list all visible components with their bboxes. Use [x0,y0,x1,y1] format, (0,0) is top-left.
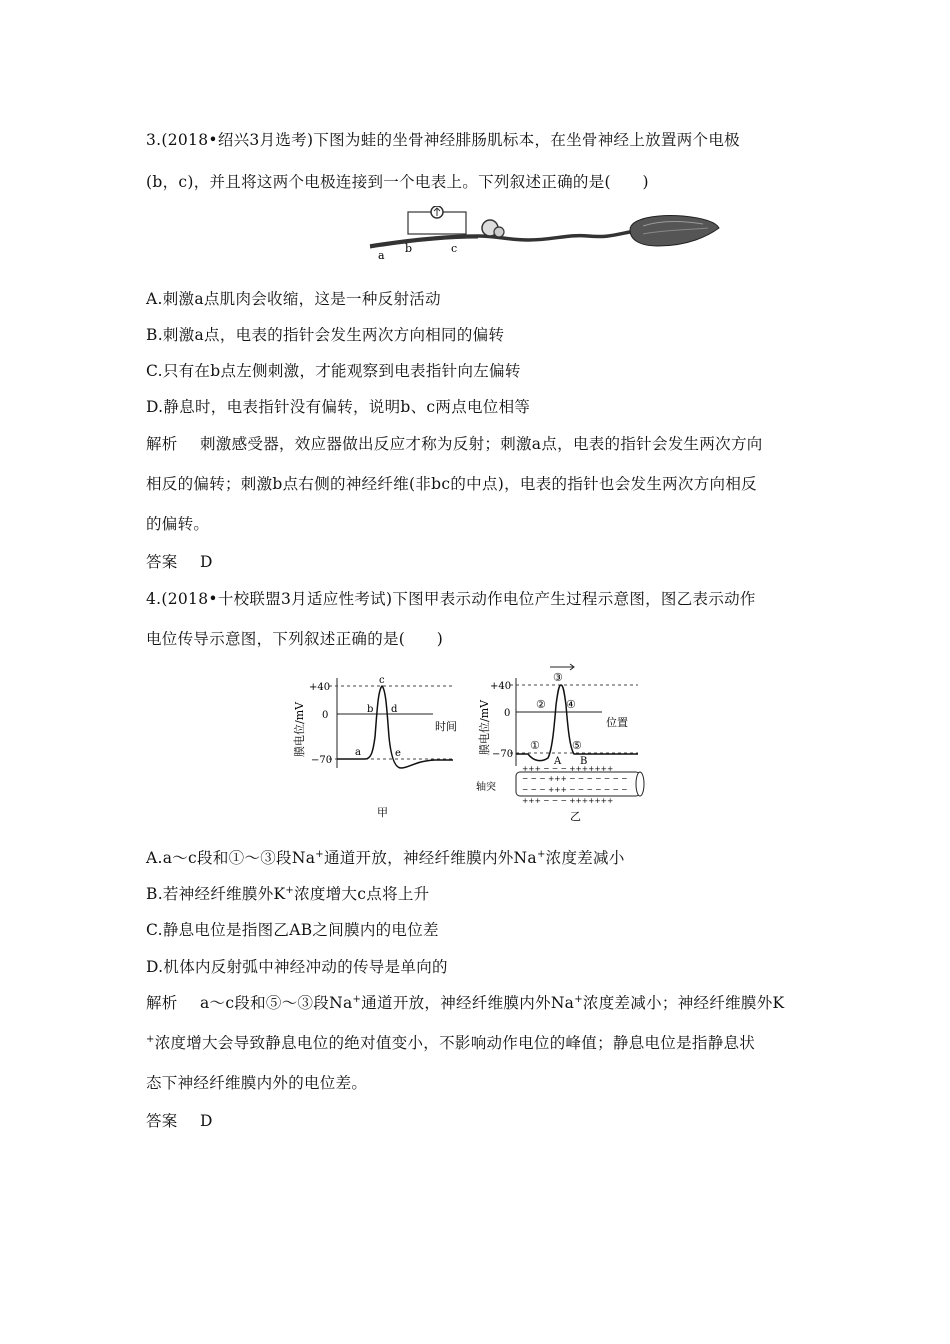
q3-analysis-line3: 的偏转。 [146,515,210,533]
yi-segment-4: ④ [566,698,576,711]
q3-stem-line1: 3.(2018•绍兴3月选考)下图为蛙的坐骨神经腓肠肌标本，在坐骨神经上放置两个电极 [146,131,740,149]
yi-segment-5: ⑤ [572,739,582,752]
q4-option-d: D.机体内反射弧中神经冲动的传导是单向的 [146,958,448,976]
q4-stem-line1: 4.(2018•十校联盟3月适应性考试)下图甲表示动作电位产生过程示意图，图乙表示动作 [146,590,756,608]
jia-point-b: b [367,704,374,715]
yi-point-B: B [580,756,588,767]
q3-answer-label: 答案 [146,553,178,571]
q3-answer-value: D [200,553,213,571]
figure-jia [285,672,465,822]
yi-segment-2: ② [536,698,546,711]
q3-option-a: A.刺激a点肌肉会收缩，这是一种反射活动 [146,290,441,308]
q4-answer [146,1109,213,1131]
label-c: c [451,242,458,255]
jia-point-c: c [379,675,385,686]
jia-ytick-40: +40 [309,682,331,693]
q4-answer-value: D [200,1112,213,1130]
jia-ylabel: 膜电位/mV [293,701,306,757]
q4-analysis-line1: 解析 a～c段和⑤～③段Na+通道开放，神经纤维膜内外Na+浓度差减小；神经纤维膜外K [146,991,784,1013]
q3-option-b: B.刺激a点，电表的指针会发生两次方向相同的偏转 [146,326,505,344]
q3-analysis-line1: 解析 刺激感受器，效应器做出反应才称为反射；刺激a点，电表的指针会发生两次方向 [146,432,763,454]
q3-answer [146,550,213,572]
jia-caption: 甲 [377,806,388,819]
jia-point-d: d [391,704,398,715]
yi-ylabel: 膜电位/mV [478,699,491,755]
label-b: b [405,242,413,255]
q3-stem-line2: (b，c)，并且将这两个电极连接到一个电表上。下列叙述正确的是( ) [146,173,649,191]
q4-analysis-line3: 态下神经纤维膜内外的电位差。 [146,1074,368,1092]
jia-point-a: a [355,747,361,758]
yi-caption: 乙 [570,810,581,822]
q4-stem-line2: 电位传导示意图，下列叙述正确的是( ) [146,630,444,648]
yi-segment-1: ① [530,739,540,752]
yi-ytick-40: +40 [490,681,512,692]
svg-text:− − − +++ − − − − − − −: − − − +++ − − − − − − − [522,785,628,794]
jia-ytick-70: −70 [311,755,333,766]
figure-yi [470,660,670,822]
q4-option-c: C.静息电位是指图乙AB之间膜内的电位差 [146,921,439,939]
svg-text:− − − +++ − − − − − − −: − − − +++ − − − − − − − [522,774,628,783]
yi-xlabel: 位置 [606,716,628,729]
q4-answer-label: 答案 [146,1112,178,1130]
yi-axon-label: 轴突 [476,782,496,793]
jia-xlabel: 时间 [435,720,457,733]
q4-analysis-line2: +浓度增大会导致静息电位的绝对值变小，不影响动作电位的峰值；静息电位是指静息状 [146,1034,756,1052]
q3-analysis-line2: 相反的偏转；刺激b点右侧的神经纤维(非bc的中点)，电表的指针也会发生两次方向相反 [146,475,757,493]
frog-nerve-muscle-figure [368,206,720,264]
jia-point-e: e [395,748,401,759]
yi-ytick-70: −70 [492,749,514,760]
q4-option-b: B.若神经纤维膜外K+浓度增大c点将上升 [146,885,430,903]
yi-direction-arrow [550,664,574,670]
yi-point-A: A [554,756,562,767]
q4-option-a: A.a～c段和①～③段Na+通道开放，神经纤维膜内外Na+浓度差减小 [146,849,625,867]
label-a: a [378,249,385,262]
yi-segment-3: ③ [553,671,563,684]
svg-text:+++ − − − +++++++: +++ − − − +++++++ [522,764,614,773]
q3-option-c: C.只有在b点左侧刺激，才能观察到电表指针向左偏转 [146,362,521,380]
q3-analysis-label: 解析 [146,435,178,453]
svg-text:+++ − − − +++++++: +++ − − − +++++++ [522,796,614,805]
q4-analysis-label: 解析 [146,994,178,1012]
jia-ytick-0: 0 [322,710,329,721]
yi-ytick-0: 0 [504,708,511,719]
q3-option-d: D.静息时，电表指针没有偏转，说明b、c两点电位相等 [146,398,531,416]
